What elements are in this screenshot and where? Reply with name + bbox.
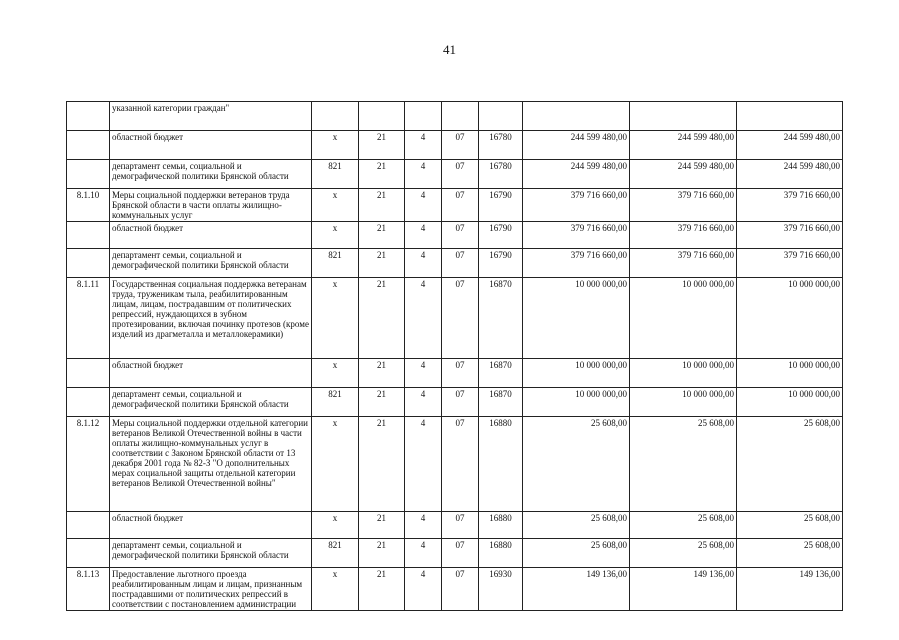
- amount-3: 25 608,00: [737, 539, 843, 568]
- row-name: Меры социальной поддержки отдельной категории ветеранов Великой Отечественной войны в части оплаты жилищно-коммунальных услуг в соответствии с Законом Брянской области от 13 декабря 2001 года № 82-З "О дополнительных мерах социальной защиты отдельной категории ветеранов Великой Отечественной войны": [110, 417, 312, 512]
- code-4: 07: [442, 222, 479, 249]
- code-1: 821: [312, 249, 359, 278]
- amount-2: 25 608,00: [630, 539, 737, 568]
- code-2: 21: [359, 160, 405, 189]
- row-name: Меры социальной поддержки ветеранов труда Брянской области в части оплаты жилищно-коммунальных услуг: [110, 189, 312, 222]
- row-number: 8.1.12: [67, 417, 110, 512]
- code-3: 4: [405, 388, 442, 417]
- code-4: 07: [442, 359, 479, 388]
- amount-2: 10 000 000,00: [630, 359, 737, 388]
- amount-2: 379 716 660,00: [630, 222, 737, 249]
- code-4: 07: [442, 160, 479, 189]
- row-number: 8.1.11: [67, 278, 110, 359]
- code-2: [359, 102, 405, 131]
- code-5: 16880: [479, 512, 523, 539]
- amount-2: 10 000 000,00: [630, 388, 737, 417]
- row-name: Государственная социальная поддержка ветеранам труда, труженикам тыла, реабилитированным лицам, лицам, пострадавшим от политических репрессий, нуждающихся в зубном протезировании, включая починку протезов (кроме изделий из драгметалла и металлокерамики): [110, 278, 312, 359]
- code-4: 07: [442, 539, 479, 568]
- code-2: 21: [359, 512, 405, 539]
- code-4: 07: [442, 388, 479, 417]
- amount-1: [523, 102, 630, 131]
- code-1: 821: [312, 388, 359, 417]
- budget-table: [66, 101, 843, 611]
- amount-1: 379 716 660,00: [523, 189, 630, 222]
- row-name: Предоставление льготного проезда реабилитированным лицам и лицам, признанным пострадавшими от политических репрессий в соответствии с постановлением администрации: [110, 568, 312, 611]
- code-3: 4: [405, 131, 442, 160]
- amount-2: 149 136,00: [630, 568, 737, 611]
- code-4: 07: [442, 417, 479, 512]
- row-number: [67, 222, 110, 249]
- amount-2: [630, 102, 737, 131]
- code-1: х: [312, 359, 359, 388]
- code-1: х: [312, 278, 359, 359]
- amount-2: 379 716 660,00: [630, 189, 737, 222]
- table-row: [67, 102, 843, 131]
- amount-3: 244 599 480,00: [737, 131, 843, 160]
- amount-3: 149 136,00: [737, 568, 843, 611]
- code-3: 4: [405, 568, 442, 611]
- code-2: 21: [359, 222, 405, 249]
- code-4: 07: [442, 568, 479, 611]
- amount-1: 25 608,00: [523, 539, 630, 568]
- row-number: 8.1.13: [67, 568, 110, 611]
- row-number: [67, 359, 110, 388]
- amount-2: 379 716 660,00: [630, 249, 737, 278]
- row-number: 8.1.10: [67, 189, 110, 222]
- amount-3: 379 716 660,00: [737, 249, 843, 278]
- table-row: [67, 512, 843, 539]
- amount-1: 25 608,00: [523, 512, 630, 539]
- code-5: 16790: [479, 222, 523, 249]
- code-4: 07: [442, 278, 479, 359]
- code-3: 4: [405, 160, 442, 189]
- code-2: 21: [359, 388, 405, 417]
- code-2: 21: [359, 189, 405, 222]
- code-4: 07: [442, 512, 479, 539]
- code-2: 21: [359, 359, 405, 388]
- amount-2: 25 608,00: [630, 512, 737, 539]
- amount-2: 244 599 480,00: [630, 160, 737, 189]
- amount-3: 10 000 000,00: [737, 278, 843, 359]
- code-3: 4: [405, 417, 442, 512]
- amount-2: 244 599 480,00: [630, 131, 737, 160]
- code-2: 21: [359, 131, 405, 160]
- row-name: областной бюджет: [110, 222, 312, 249]
- code-4: 07: [442, 249, 479, 278]
- code-1: 821: [312, 160, 359, 189]
- table-row: [67, 249, 843, 278]
- amount-3: 25 608,00: [737, 512, 843, 539]
- row-number: [67, 131, 110, 160]
- amount-2: 10 000 000,00: [630, 278, 737, 359]
- row-name: областной бюджет: [110, 512, 312, 539]
- code-3: 4: [405, 222, 442, 249]
- amount-2: 25 608,00: [630, 417, 737, 512]
- code-1: [312, 102, 359, 131]
- code-2: 21: [359, 568, 405, 611]
- table-row: [67, 160, 843, 189]
- amount-3: 25 608,00: [737, 417, 843, 512]
- code-2: 21: [359, 539, 405, 568]
- amount-1: 149 136,00: [523, 568, 630, 611]
- code-5: 16870: [479, 388, 523, 417]
- row-name: департамент семьи, социальной и демографической политики Брянской области: [110, 539, 312, 568]
- row-number: [67, 539, 110, 568]
- code-4: 07: [442, 189, 479, 222]
- code-5: 16870: [479, 278, 523, 359]
- amount-1: 10 000 000,00: [523, 359, 630, 388]
- row-name: указанной категории граждан": [110, 102, 312, 131]
- code-4: 07: [442, 131, 479, 160]
- row-name: департамент семьи, социальной и демографической политики Брянской области: [110, 388, 312, 417]
- amount-1: 25 608,00: [523, 417, 630, 512]
- code-1: х: [312, 417, 359, 512]
- table-row: [67, 417, 843, 512]
- code-4: [442, 102, 479, 131]
- code-5: 16930: [479, 568, 523, 611]
- amount-1: 379 716 660,00: [523, 249, 630, 278]
- row-number: [67, 160, 110, 189]
- table-row: [67, 539, 843, 568]
- code-5: 16780: [479, 160, 523, 189]
- code-5: [479, 102, 523, 131]
- amount-3: 10 000 000,00: [737, 388, 843, 417]
- amount-1: 10 000 000,00: [523, 278, 630, 359]
- code-5: 16790: [479, 249, 523, 278]
- row-number: [67, 249, 110, 278]
- code-3: 4: [405, 512, 442, 539]
- table-row: [67, 359, 843, 388]
- row-name: департамент семьи, социальной и демографической политики Брянской области: [110, 249, 312, 278]
- code-3: 4: [405, 359, 442, 388]
- row-name: областной бюджет: [110, 131, 312, 160]
- code-1: х: [312, 512, 359, 539]
- table-row: [67, 189, 843, 222]
- amount-3: [737, 102, 843, 131]
- table-row: [67, 568, 843, 611]
- code-5: 16870: [479, 359, 523, 388]
- table-row: [67, 222, 843, 249]
- amount-1: 244 599 480,00: [523, 131, 630, 160]
- amount-1: 244 599 480,00: [523, 160, 630, 189]
- code-5: 16880: [479, 417, 523, 512]
- amount-1: 10 000 000,00: [523, 388, 630, 417]
- code-1: х: [312, 222, 359, 249]
- code-5: 16780: [479, 131, 523, 160]
- code-2: 21: [359, 417, 405, 512]
- row-name: областной бюджет: [110, 359, 312, 388]
- code-1: х: [312, 131, 359, 160]
- code-3: 4: [405, 189, 442, 222]
- code-2: 21: [359, 278, 405, 359]
- amount-1: 379 716 660,00: [523, 222, 630, 249]
- amount-3: 10 000 000,00: [737, 359, 843, 388]
- amount-3: 379 716 660,00: [737, 222, 843, 249]
- code-3: 4: [405, 539, 442, 568]
- page-number: 41: [443, 42, 456, 57]
- code-2: 21: [359, 249, 405, 278]
- row-number: [67, 388, 110, 417]
- row-name: департамент семьи, социальной и демографической политики Брянской области: [110, 160, 312, 189]
- code-5: 16880: [479, 539, 523, 568]
- code-3: 4: [405, 249, 442, 278]
- table-row: [67, 388, 843, 417]
- amount-3: 244 599 480,00: [737, 160, 843, 189]
- code-3: [405, 102, 442, 131]
- amount-3: 379 716 660,00: [737, 189, 843, 222]
- code-3: 4: [405, 278, 442, 359]
- row-number: [67, 102, 110, 131]
- table-row: [67, 131, 843, 160]
- row-number: [67, 512, 110, 539]
- table-row: [67, 278, 843, 359]
- code-1: х: [312, 189, 359, 222]
- code-5: 16790: [479, 189, 523, 222]
- code-1: х: [312, 568, 359, 611]
- code-1: 821: [312, 539, 359, 568]
